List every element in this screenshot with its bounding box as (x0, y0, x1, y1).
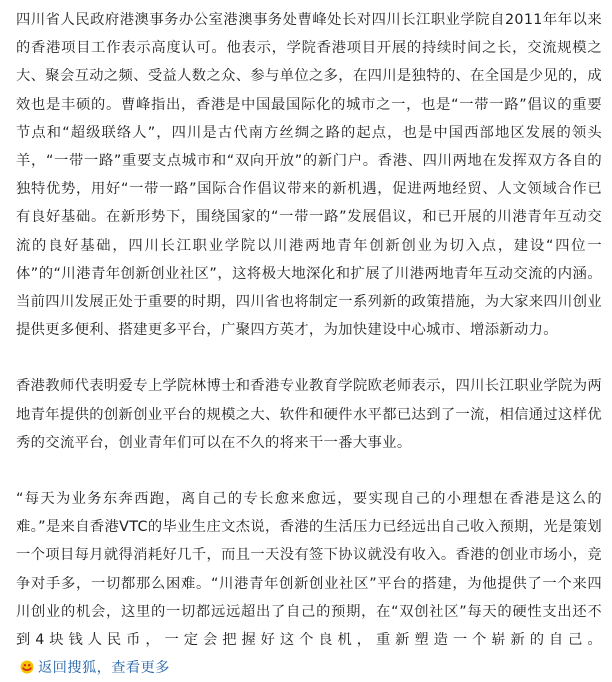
paragraph-1: 四川省人民政府港澳事务办公室港澳事务处曹峰处长对四川长江职业学院自2011年年以来的香港项目工作表示高度认可。他表示，学院香港项目开展的持续时间之长，交流规模之大、聚会互动之频、受益人数之众、参与单位之多，在四川是独特的、在全国是少见的，成效也是丰硕的。曹峰指出，香港是中国最国际化的城市之一，也是“一带一路”倡议的重要节点和“超级联络人”，四川是古代南方丝绸之路的起点，也是中国西部地区发展的领头羊，“一带一路”重要支点城市和“双向开放”的新门户。香港、四川两地在发挥双方各自的独特优势，用好“一带一路”国际合作倡议带来的新机遇，促进两地经贸、人文领域合作已有良好基础。在新形势下，围绕国家的“一带一路”发展倡议，和已开展的川港青年互动交流的良好基础，四川长江职业学院以川港两地青年创新创业为切入点，建设“四位一体”的“川港青年创新创业社区”，这将极大地深化和扩展了川港两地青年互动交流的内涵。当前四川发展正处于重要的时期，四川省也将制定一系列新的政策措施，为大家来四川创业提供更多便利、搭建更多平台，广聚四方英才，为加快建设中心城市、增添新动力。 (16, 12, 602, 339)
paragraph-3 (16, 485, 602, 682)
back-to-sohu-label: 返回搜狐，查看更多 (38, 660, 170, 677)
paragraph-2: 香港教师代表明爱专上学院林博士和香港专业教育学院欧老师表示，四川长江职业学院为两地青年提供的创新创业平台的规模之大、软件和硬件水平都已达到了一流，相信通过这样优秀的交流平台，创业青年们可以在不久的将来干一番大事业。 (16, 378, 602, 451)
article-body (16, 6, 602, 682)
sohu-logo-icon (20, 660, 34, 674)
back-to-sohu-link[interactable] (20, 654, 170, 682)
paragraph-3-text: “每天为业务东奔西跑，离自己的专长愈来愈远，要实现自己的小理想在香港是这么的难。”是来自香港VTC的毕业生庄文杰说，香港的生活压力已经远出自己收入预期，光是策划一个项目每月就得消耗好几千，而且一天没有签下协议就没有收入。香港的创业市场小，竞争对手多，一切都那么困难。“川港青年创新创业社区”平台的搭建，为他提供了一个来四川创业的机会，这里的一切都远远超出了自己的预期，在“双创社区”每天的硬性支出还不到4块钱人民币，一定会把握好这个良机，重新塑造一个崭新的自己。 (16, 491, 602, 649)
